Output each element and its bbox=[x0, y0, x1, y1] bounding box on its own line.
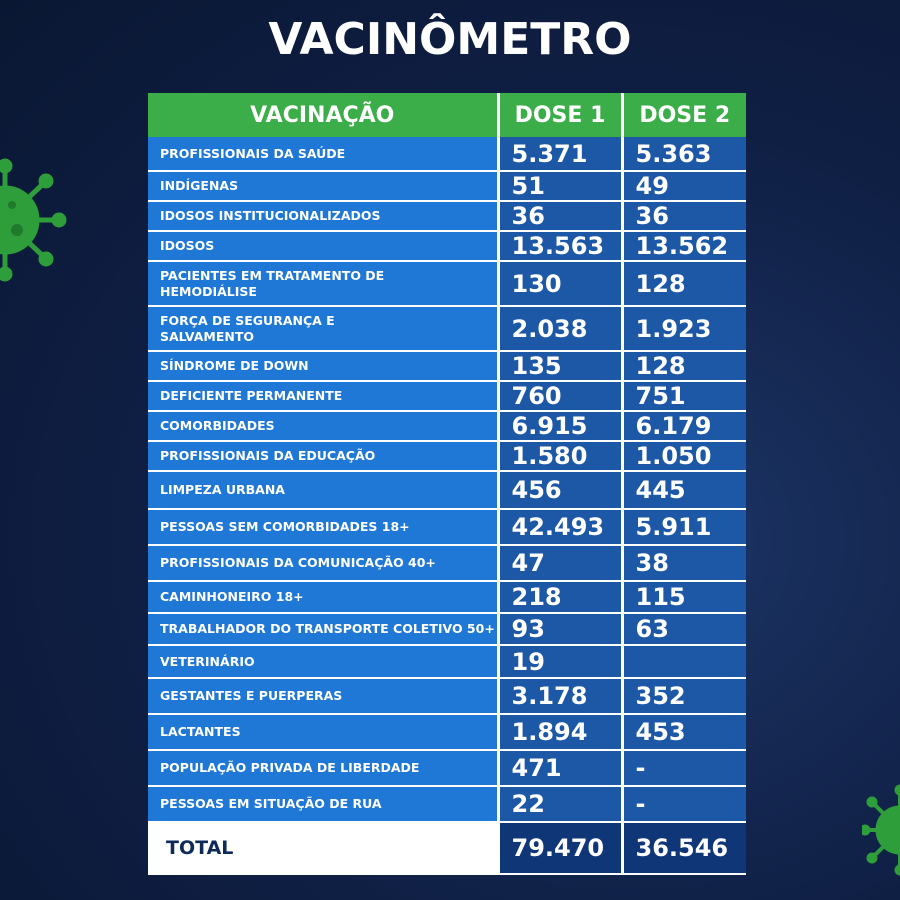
dose1-value: 1.580 bbox=[498, 441, 622, 471]
table-header-row bbox=[148, 93, 746, 137]
table-row bbox=[148, 351, 746, 381]
category-label: COMORBIDADES bbox=[148, 411, 498, 441]
category-label: GESTANTES E PUERPERAS bbox=[148, 678, 498, 714]
dose1-value: 47 bbox=[498, 545, 622, 581]
dose2-value: 5.363 bbox=[622, 137, 746, 171]
total-dose2-value: 36.546 bbox=[622, 822, 746, 874]
table-row bbox=[148, 441, 746, 471]
dose2-value: 1.050 bbox=[622, 441, 746, 471]
total-row bbox=[148, 822, 746, 874]
table-row bbox=[148, 171, 746, 201]
dose1-value: 5.371 bbox=[498, 137, 622, 171]
table-row bbox=[148, 201, 746, 231]
dose2-value: 38 bbox=[622, 545, 746, 581]
table-row bbox=[148, 581, 746, 613]
dose1-value: 19 bbox=[498, 645, 622, 678]
dose2-value: 453 bbox=[622, 714, 746, 750]
category-label: IDOSOS INSTITUCIONALIZADOS bbox=[148, 201, 498, 231]
dose2-value: 5.911 bbox=[622, 509, 746, 545]
dose2-value: 63 bbox=[622, 613, 746, 645]
virus-icon bbox=[0, 150, 70, 290]
virus-icon bbox=[862, 780, 900, 880]
dose2-value bbox=[622, 645, 746, 678]
dose2-value: 751 bbox=[622, 381, 746, 411]
category-label: INDÍGENAS bbox=[148, 171, 498, 201]
table-row bbox=[148, 306, 746, 351]
category-label: VETERINÁRIO bbox=[148, 645, 498, 678]
dose1-value: 36 bbox=[498, 201, 622, 231]
dose2-value: 128 bbox=[622, 351, 746, 381]
dose1-value: 2.038 bbox=[498, 306, 622, 351]
category-label: PROFISSIONAIS DA COMUNICAÇÃO 40+ bbox=[148, 545, 498, 581]
table-row bbox=[148, 645, 746, 678]
vaccination-table bbox=[148, 93, 746, 875]
dose1-value: 51 bbox=[498, 171, 622, 201]
dose1-value: 135 bbox=[498, 351, 622, 381]
category-label: POPULAÇÃO PRIVADA DE LIBERDADE bbox=[148, 750, 498, 786]
category-label: PACIENTES EM TRATAMENTO DE HEMODIÁLISE bbox=[148, 261, 498, 306]
category-label: DEFICIENTE PERMANENTE bbox=[148, 381, 498, 411]
table-row bbox=[148, 545, 746, 581]
table-row bbox=[148, 381, 746, 411]
table-row bbox=[148, 261, 746, 306]
table-row bbox=[148, 786, 746, 822]
page-title: VACINÔMETRO bbox=[268, 14, 632, 65]
table-row bbox=[148, 509, 746, 545]
table-row bbox=[148, 613, 746, 645]
dose2-value: 13.562 bbox=[622, 231, 746, 261]
dose1-value: 1.894 bbox=[498, 714, 622, 750]
category-label: PESSOAS EM SITUAÇÃO DE RUA bbox=[148, 786, 498, 822]
dose1-value: 456 bbox=[498, 471, 622, 509]
table-row bbox=[148, 137, 746, 171]
header-dose1: DOSE 1 bbox=[498, 93, 622, 137]
category-label: SÍNDROME DE DOWN bbox=[148, 351, 498, 381]
dose2-value: 128 bbox=[622, 261, 746, 306]
dose1-value: 3.178 bbox=[498, 678, 622, 714]
dose2-value: - bbox=[622, 750, 746, 786]
dose1-value: 471 bbox=[498, 750, 622, 786]
category-label: IDOSOS bbox=[148, 231, 498, 261]
category-label: PESSOAS SEM COMORBIDADES 18+ bbox=[148, 509, 498, 545]
dose2-value: 36 bbox=[622, 201, 746, 231]
total-dose1-value: 79.470 bbox=[498, 822, 622, 874]
category-label: FORÇA DE SEGURANÇA E SALVAMENTO bbox=[148, 306, 498, 351]
dose1-value: 93 bbox=[498, 613, 622, 645]
dose1-value: 13.563 bbox=[498, 231, 622, 261]
dose2-value: 445 bbox=[622, 471, 746, 509]
category-label: PROFISSIONAIS DA SAÚDE bbox=[148, 137, 498, 171]
total-label: TOTAL bbox=[148, 822, 498, 874]
category-label: TRABALHADOR DO TRANSPORTE COLETIVO 50+ bbox=[148, 613, 498, 645]
category-label: LIMPEZA URBANA bbox=[148, 471, 498, 509]
table-row bbox=[148, 750, 746, 786]
dose1-value: 218 bbox=[498, 581, 622, 613]
category-label: PROFISSIONAIS DA EDUCAÇÃO bbox=[148, 441, 498, 471]
dose2-value: 49 bbox=[622, 171, 746, 201]
category-label: CAMINHONEIRO 18+ bbox=[148, 581, 498, 613]
table-row bbox=[148, 231, 746, 261]
dose1-value: 760 bbox=[498, 381, 622, 411]
dose1-value: 6.915 bbox=[498, 411, 622, 441]
dose1-value: 22 bbox=[498, 786, 622, 822]
dose2-value: 6.179 bbox=[622, 411, 746, 441]
dose1-value: 42.493 bbox=[498, 509, 622, 545]
dose2-value: - bbox=[622, 786, 746, 822]
table-row bbox=[148, 678, 746, 714]
table-row bbox=[148, 411, 746, 441]
dose2-value: 1.923 bbox=[622, 306, 746, 351]
header-dose2: DOSE 2 bbox=[622, 93, 746, 137]
dose2-value: 352 bbox=[622, 678, 746, 714]
header-category: VACINAÇÃO bbox=[148, 93, 498, 137]
table-row bbox=[148, 714, 746, 750]
dose2-value: 115 bbox=[622, 581, 746, 613]
table-row bbox=[148, 471, 746, 509]
dose1-value: 130 bbox=[498, 261, 622, 306]
category-label: LACTANTES bbox=[148, 714, 498, 750]
